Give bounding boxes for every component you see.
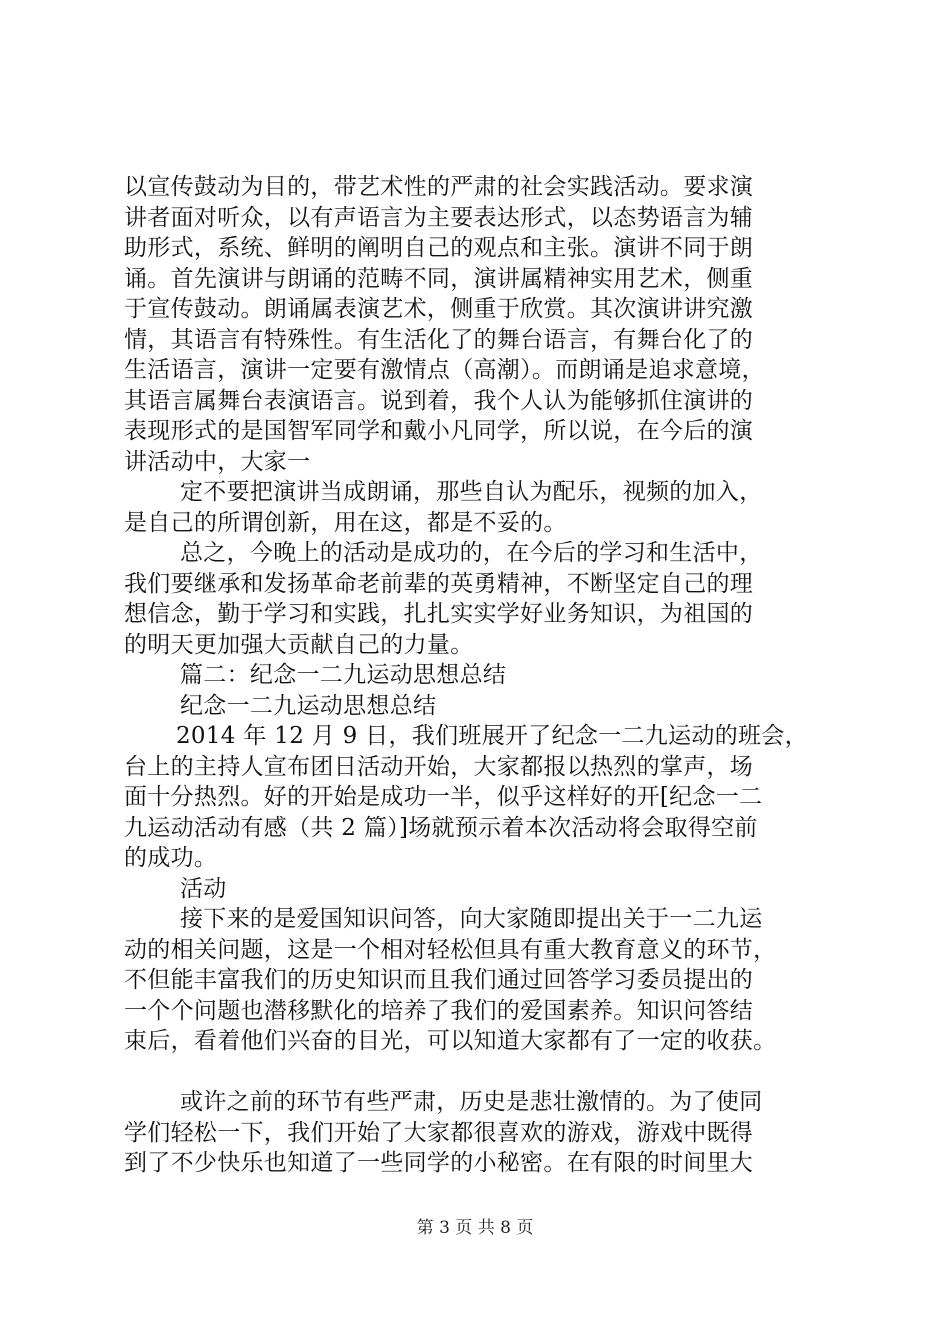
text-line: 总之，今晚上的活动是成功的，在今后的学习和生活中，	[180, 540, 763, 566]
text-line: 动的相关问题，这是一个相对轻松但具有重大教育意义的环节，	[124, 936, 777, 963]
text-line: 我们要继承和发扬革命老前辈的英勇精神，不断坚定自己的理	[124, 570, 754, 597]
paragraph	[124, 477, 844, 538]
text-line: 面十分热烈。好的开始是成功一半，似乎这样好的开[纪念一二	[124, 784, 763, 810]
text-line: 于宣传鼓动。朗诵属表演艺术，侧重于欣赏。其次演讲讲究激	[124, 296, 754, 322]
text-line: 想信念，勤于学习和实践，扎扎实实学好业务知识，为祖国的	[124, 601, 754, 627]
paragraph	[124, 691, 844, 722]
text-line	[124, 1057, 844, 1088]
blank-line	[124, 1057, 844, 1088]
document-body	[124, 172, 844, 1179]
text-line: 讲活动中，大家一	[124, 448, 311, 475]
paragraph	[124, 172, 844, 477]
text-line: 九运动活动有感（共 2 篇）]场就预示着本次活动将会取得空前	[124, 814, 758, 841]
text-line: 讲者面对听众，以有声语言为主要表达形式，以态势语言为辅	[124, 204, 754, 231]
text-line: 接下来的是爱国知识问答，向大家随即提出关于一二九运	[180, 906, 763, 932]
text-line: 或许之前的环节有些严肃，历史是悲壮激情的。为了使同	[180, 1089, 763, 1115]
paragraph	[124, 660, 844, 691]
text-line: 以宣传鼓动为目的，带艺术性的严肃的社会实践活动。要求演	[124, 174, 754, 200]
text-line: 台上的主持人宣布团日活动开始，大家都报以热烈的掌声，场	[124, 753, 754, 780]
text-line: 是自己的所谓创新，用在这，都是不妥的。	[124, 509, 567, 536]
text-line: 诵。首先演讲与朗诵的范畴不同，演讲属精神实用艺术，侧重	[124, 265, 754, 292]
text-line: 束后，看着他们兴奋的目光，可以知道大家都有了一定的收获。	[124, 1028, 777, 1054]
paragraph	[124, 1087, 844, 1179]
text-line: 篇二：纪念一二九运动思想总结	[180, 662, 507, 688]
text-line: 生活语言，演讲一定要有激情点（高潮）。而朗诵是追求意境，	[124, 357, 765, 383]
text-line: 的成功。	[124, 845, 218, 871]
page-footer: 第 3 页 共 8 页	[416, 1218, 534, 1238]
text-line: 助形式，系统、鲜明的阐明自己的观点和主张。演讲不同于朗	[124, 235, 754, 261]
text-line: 纪念一二九运动思想总结	[180, 692, 437, 719]
text-line: 2014 年 12 月 9 日，我们班展开了纪念一二九运动的班会，	[176, 723, 808, 749]
text-line: 情，其语言有特殊性。有生活化了的舞台语言，有舞台化了的	[124, 326, 754, 353]
text-line: 表现形式的是国智军同学和戴小凡同学，所以说，在今后的演	[124, 418, 754, 444]
text-line: 定不要把演讲当成朗诵，那些自认为配乐，视频的加入，	[180, 479, 763, 505]
text-line: 活动	[180, 875, 227, 902]
text-line: 其语言属舞台表演语言。说到着，我个人认为能够抓住演讲的	[124, 387, 754, 414]
text-line: 一个个问题也潜移默化的培养了我们的爱国素养。知识问答结	[124, 997, 754, 1024]
text-line: 的明天更加强大贡献自己的力量。	[124, 631, 474, 658]
text-line: 到了不少快乐也知道了一些同学的小秘密。在有限的时间里大	[124, 1150, 754, 1176]
text-line: 不但能丰富我们的历史知识而且我们通过回答学习委员提出的	[124, 967, 754, 993]
paragraph	[124, 874, 844, 905]
paragraph	[124, 538, 844, 660]
paragraph	[124, 904, 844, 1057]
paragraph	[124, 721, 844, 874]
text-line: 学们轻松一下，我们开始了大家都很喜欢的游戏，游戏中既得	[124, 1119, 754, 1146]
